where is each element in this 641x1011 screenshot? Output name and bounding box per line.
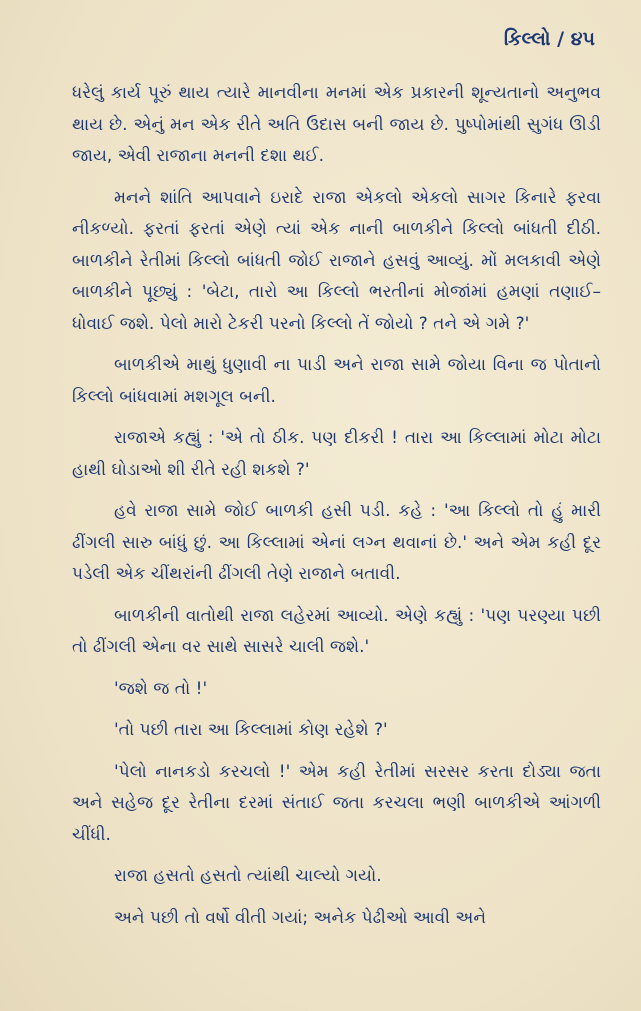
paragraph: હવે રાજા સામે જોઈ બાળકી હસી પડી. કહે : 'આ કિલ્લો તો હું મારી ઢીંગલી સારુ બાંધું છું. આ કિલ્લામાં એનાં લગ્ન થવાનાં છે.' અને એમ કહી દૂર પડેલી એક ચીંથરાંની ઢીંગલી તેણે રાજાને બતાવી. <box>72 501 601 584</box>
paragraph: ધરેલું કાર્ય પૂરું થાય ત્યારે માનવીના મનમાં એક પ્રકારની શૂન્યતાનો અનુભવ થાય છે. એનું મન એક રીતે અતિ ઉદાસ બની જાય છે. પુષ્પોમાંથી સુગંધ ઊડી જાય, એવી રાજાના મનની દશા થઈ. <box>72 83 601 166</box>
paragraph: રાજા હસતો હસતો ત્યાંથી ચાલ્યો ગયો. <box>114 866 382 886</box>
paragraph: 'પેલો નાનકડો કરચલો !' એમ કહી રેતીમાં સરસર કરતા દોડ્યા જતા અને સહેજ દૂર રેતીના દરમાં સંતાઈ જતા કરચલા ભણી બાળકીએ આંગળી ચીંધી. <box>72 761 601 845</box>
paragraph: બાળકીએ માથું ધુણાવી ના પાડી અને રાજા સામે જોયા વિના જ પોતાનો કિલ્લો બાંધવામાં મશગૂલ બની. <box>72 355 601 407</box>
paragraph: 'જશે જ તો !' <box>114 678 208 699</box>
running-head: કિલ્લો / ૪૫ <box>503 28 595 50</box>
paragraph: રાજાએ કહ્યું : 'એ તો ઠીક. પણ દીકરી ! તારા આ કિલ્લામાં મોટા મોટા હાથી ઘોડાઓ શી રીતે રહી શકશે ?' <box>72 428 601 480</box>
paragraph: મનને શાંતિ આપવાને ઇરાદે રાજા એકલો એકલો સાગર કિનારે ફરવા નીકળ્યો. ફરતાં ફરતાં એણે ત્યાં એક નાની બાળકીને કિલ્લો બાંધતી દીઠી. બાળકીને રેતીમાં કિલ્લો બાંધતી જોઈ રાજાને હસવું આવ્યું. મોં મલકાવી એણે બાળકીને પૂછ્યું : 'બેટા, તારો આ કિલ્લો ભરતીનાં મોજાંમાં હમણાં તણાઈ–ધોવાઈ જશે. પેલો મારો ટેકરી પરનો કિલ્લો તેં જોયો ? તને એ ગમે ?' <box>72 187 601 334</box>
paragraph: અને પછી તો વર્ષો વીતી ગયાં; અનેક પેઢીઓ આવી અને <box>114 907 487 928</box>
paragraph: બાળકીની વાતોથી રાજા લહેરમાં આવ્યો. એણે કહ્યું : 'પણ પરણ્યા પછી તો ઢીંગલી એના વર સાથે સાસરે ચાલી જશે.' <box>72 605 601 657</box>
paragraph: 'તો પછી તારા આ કિલ્લામાં કોણ રહેશે ?' <box>114 720 388 740</box>
